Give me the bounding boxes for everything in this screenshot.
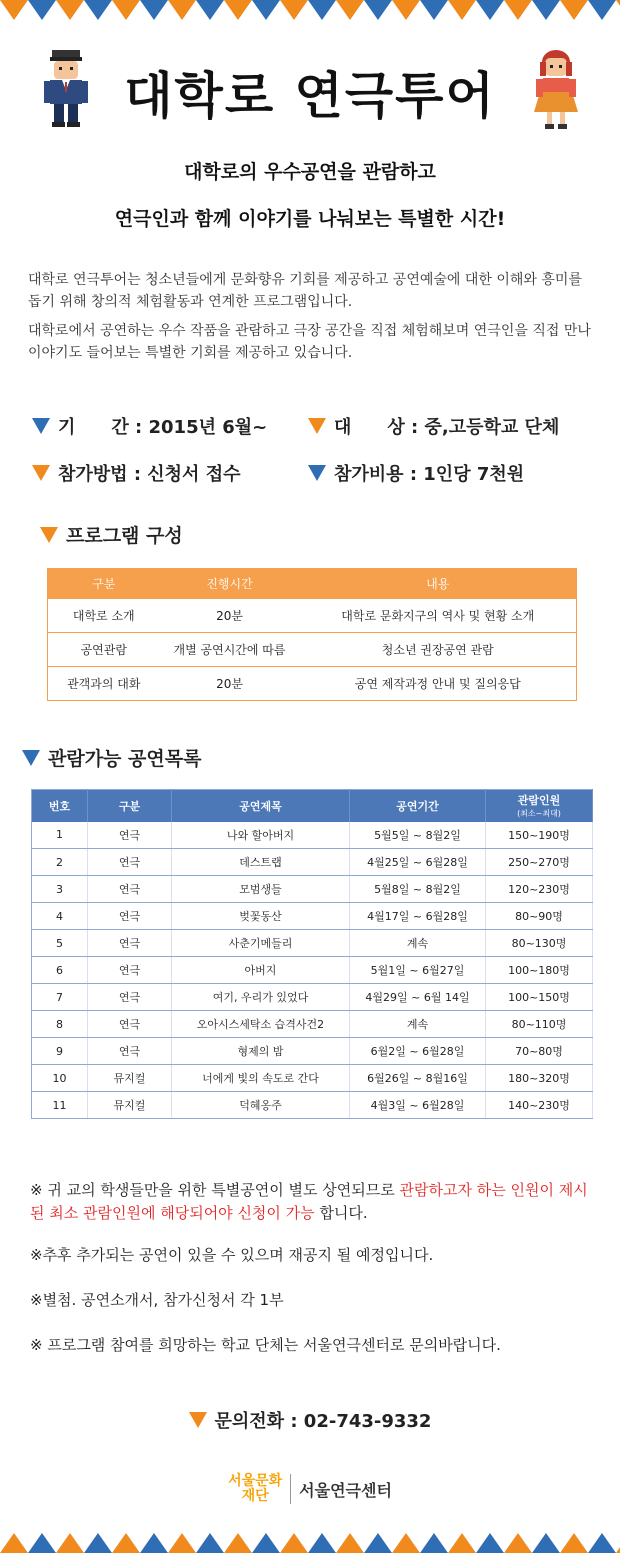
table-cell: 연극	[88, 849, 172, 876]
border-triangle	[532, 0, 560, 20]
program-section-title	[40, 521, 183, 548]
table-cell: 3	[32, 876, 88, 903]
border-triangle	[392, 0, 420, 20]
subtitle-line-2: 연극인과 함께 이야기를 나눠보는 특별한 시간!	[114, 208, 506, 230]
table-cell: 11	[32, 1092, 88, 1119]
table-cell: 10	[32, 1065, 88, 1092]
table-cell: 뮤지컬	[88, 1065, 172, 1092]
table-cell: 연극	[88, 957, 172, 984]
table-row	[32, 822, 593, 849]
table-cell: 대학로 소개	[48, 599, 160, 633]
border-triangle	[336, 0, 364, 20]
table-cell: 공연관람	[48, 633, 160, 667]
info-target-text: 대 상 : 중,고등학교 단체	[334, 417, 560, 438]
table-cell: 계속	[350, 930, 486, 957]
table-header-cell: 구분	[88, 790, 172, 822]
border-triangle	[112, 0, 140, 20]
triangle-bullet-icon	[22, 750, 40, 766]
footer-logo	[0, 1474, 620, 1504]
table-cell: 계속	[350, 1011, 486, 1038]
table-cell: 80~90명	[486, 903, 593, 930]
table-cell: 2	[32, 849, 88, 876]
note-3: ※별첨. 공연소개서, 참가신청서 각 1부	[30, 1291, 284, 1309]
triangle-bullet-icon	[308, 418, 326, 434]
table-cell: 모범생들	[172, 876, 350, 903]
border-triangle	[616, 1533, 620, 1553]
table-cell: 4월17일 ~ 6월28일	[350, 903, 486, 930]
table-row	[32, 876, 593, 903]
border-triangle	[196, 1533, 224, 1553]
info-target	[308, 413, 559, 439]
table-header-cell: 공연기간	[350, 790, 486, 822]
logo-mark-line-2: 재단	[241, 1488, 269, 1504]
table-cell: 5월5일 ~ 8월2일	[350, 822, 486, 849]
table-cell: 연극	[88, 930, 172, 957]
note-1-highlight: 관람하고자 하는 인원이 제시된 최소 관람인원에 해당되어야 신청이 가능	[30, 1181, 588, 1222]
info-method-text: 참가방법 : 신청서 접수	[58, 464, 241, 485]
border-triangle	[504, 1533, 532, 1553]
border-triangle	[616, 0, 620, 20]
border-triangle	[532, 1533, 560, 1553]
info-fee	[308, 460, 524, 486]
table-cell: 9	[32, 1038, 88, 1065]
border-triangle	[0, 1533, 28, 1553]
table-cell: 뮤지컬	[88, 1092, 172, 1119]
table-cell: 청소년 권장공연 관람	[300, 633, 577, 667]
triangle-bullet-icon	[32, 418, 50, 434]
female-character-icon	[528, 48, 584, 136]
table-row	[32, 1092, 593, 1119]
table-cell: 연극	[88, 903, 172, 930]
border-triangle	[252, 1533, 280, 1553]
border-triangle	[588, 1533, 616, 1553]
note-1-text: ※ 귀 교의 학생들만을 위한 특별공연이 별도 상연되므로	[30, 1181, 400, 1199]
border-triangle	[476, 1533, 504, 1553]
table-cell: 6	[32, 957, 88, 984]
shows-section-title-text: 관람가능 공연목록	[48, 748, 202, 770]
note-2: ※추후 추가되는 공연이 있을 수 있으며 재공지 될 예정입니다.	[30, 1246, 434, 1264]
border-triangle	[308, 0, 336, 20]
border-triangle	[308, 1533, 336, 1553]
table-cell: 연극	[88, 822, 172, 849]
border-triangle	[28, 0, 56, 20]
table-cell: 나와 할아버지	[172, 822, 350, 849]
header	[0, 48, 620, 138]
border-triangle	[504, 0, 532, 20]
border-triangle	[364, 1533, 392, 1553]
border-triangle	[56, 0, 84, 20]
triangle-bullet-icon	[189, 1412, 207, 1428]
table-cell: 80~130명	[486, 930, 593, 957]
contact-phone-text: 문의전화 : 02-743-9332	[214, 1411, 432, 1432]
table-cell: 연극	[88, 876, 172, 903]
table-row	[32, 903, 593, 930]
table-cell: 100~180명	[486, 957, 593, 984]
table-header-cell: 공연제목	[172, 790, 350, 822]
info-fee-text: 참가비용 : 1인당 7천원	[334, 464, 525, 485]
table-row	[48, 599, 577, 633]
border-triangle	[84, 1533, 112, 1553]
header-label: 관람인원	[517, 794, 561, 808]
border-triangle	[560, 0, 588, 20]
table-cell: 70~80명	[486, 1038, 593, 1065]
table-cell: 150~190명	[486, 822, 593, 849]
seoul-foundation-logo-icon	[228, 1474, 291, 1504]
border-triangle	[140, 0, 168, 20]
border-triangle	[0, 0, 28, 20]
border-triangle	[168, 1533, 196, 1553]
shows-table	[31, 789, 593, 1119]
table-cell: 대학로 문화지구의 역사 및 현황 소개	[300, 599, 577, 633]
table-header-row	[32, 790, 593, 822]
table-cell: 4월29일 ~ 6월 14일	[350, 984, 486, 1011]
table-header-cell	[486, 790, 593, 822]
page-title: 대학로 연극투어	[124, 67, 496, 125]
border-triangle	[420, 1533, 448, 1553]
shows-section-title	[22, 744, 201, 771]
info-period-text: 기 간 : 2015년 6월~	[58, 417, 268, 438]
border-triangle	[336, 1533, 364, 1553]
table-cell: 180~320명	[486, 1065, 593, 1092]
table-row	[32, 1038, 593, 1065]
logo-mark-line-1: 서울문화	[228, 1473, 283, 1489]
table-cell: 4	[32, 903, 88, 930]
table-cell: 6월2일 ~ 6월28일	[350, 1038, 486, 1065]
table-cell: 4월25일 ~ 6월28일	[350, 849, 486, 876]
contact-phone	[0, 1407, 620, 1433]
program-section-title-text: 프로그램 구성	[66, 525, 183, 547]
table-row	[32, 849, 593, 876]
border-triangle	[224, 0, 252, 20]
border-triangle	[280, 0, 308, 20]
border-triangle	[448, 1533, 476, 1553]
intro-paragraph-2: 대학로에서 공연하는 우수 작품을 관람하고 극장 공간을 직접 체험해보며 연극인을 직접 만나 이야기도 들어보는 특별한 기회를 제공하고 있습니다.	[28, 323, 591, 361]
border-triangle	[252, 0, 280, 20]
note-1-end: 합니다.	[314, 1204, 368, 1222]
table-header-cell: 진행시간	[160, 569, 300, 599]
program-table	[47, 568, 577, 701]
table-cell: 사춘기메들리	[172, 930, 350, 957]
info-period	[32, 413, 267, 439]
subtitle-line-1: 대학로의 우수공연을 관람하고	[184, 161, 436, 183]
table-cell: 80~110명	[486, 1011, 593, 1038]
table-cell: 20분	[160, 667, 300, 701]
table-cell: 8	[32, 1011, 88, 1038]
table-cell: 5월8일 ~ 8월2일	[350, 876, 486, 903]
table-cell: 120~230명	[486, 876, 593, 903]
table-cell: 1	[32, 822, 88, 849]
table-cell: 5	[32, 930, 88, 957]
table-row	[32, 984, 593, 1011]
table-header-row	[48, 569, 577, 599]
border-triangle	[560, 1533, 588, 1553]
top-triangle-border	[0, 0, 620, 22]
table-row	[32, 957, 593, 984]
table-cell: 5월1일 ~ 6월27일	[350, 957, 486, 984]
male-character-icon	[38, 48, 94, 132]
triangle-bullet-icon	[308, 465, 326, 481]
table-cell: 너에게 빛의 속도로 간다	[172, 1065, 350, 1092]
border-triangle	[196, 0, 224, 20]
table-header-cell: 번호	[32, 790, 88, 822]
border-triangle	[392, 1533, 420, 1553]
table-cell: 공연 제작과정 안내 및 질의응답	[300, 667, 577, 701]
info-method	[32, 460, 241, 486]
table-cell: 덕혜옹주	[172, 1092, 350, 1119]
table-row	[48, 633, 577, 667]
bottom-triangle-border	[0, 1531, 620, 1553]
triangle-bullet-icon	[40, 527, 58, 543]
border-triangle	[168, 0, 196, 20]
table-cell: 연극	[88, 1011, 172, 1038]
intro-paragraph-1: 대학로 연극투어는 청소년들에게 문화향유 기회를 제공하고 공연예술에 대한 이해와 흥미를 돕기 위해 창의적 체험활동과 연계한 프로그램입니다.	[28, 272, 582, 310]
table-header-cell: 구분	[48, 569, 160, 599]
table-row	[32, 1011, 593, 1038]
border-triangle	[420, 0, 448, 20]
header-note: (최소~최대)	[517, 809, 561, 819]
table-cell: 140~230명	[486, 1092, 593, 1119]
border-triangle	[140, 1533, 168, 1553]
table-cell: 250~270명	[486, 849, 593, 876]
table-row	[32, 930, 593, 957]
border-triangle	[448, 0, 476, 20]
table-cell: 개별 공연시간에 따름	[160, 633, 300, 667]
table-cell: 4월3일 ~ 6월28일	[350, 1092, 486, 1119]
table-cell: 아버지	[172, 957, 350, 984]
border-triangle	[112, 1533, 140, 1553]
table-cell: 7	[32, 984, 88, 1011]
table-cell: 여기, 우리가 있었다	[172, 984, 350, 1011]
table-cell: 오아시스세탁소 습격사건2	[172, 1011, 350, 1038]
logo-name: 서울연극센터	[299, 1480, 392, 1500]
table-header-cell: 내용	[300, 569, 577, 599]
table-row	[32, 1065, 593, 1092]
table-cell: 6월26일 ~ 8월16일	[350, 1065, 486, 1092]
border-triangle	[364, 0, 392, 20]
border-triangle	[224, 1533, 252, 1553]
table-cell: 벚꽃동산	[172, 903, 350, 930]
note-4: ※ 프로그램 참여를 희망하는 학교 단체는 서울연극센터로 문의바랍니다.	[30, 1336, 501, 1354]
table-row	[48, 667, 577, 701]
table-cell: 관객과의 대화	[48, 667, 160, 701]
border-triangle	[84, 0, 112, 20]
table-cell: 연극	[88, 984, 172, 1011]
table-cell: 형제의 밤	[172, 1038, 350, 1065]
triangle-bullet-icon	[32, 465, 50, 481]
border-triangle	[280, 1533, 308, 1553]
table-cell: 20분	[160, 599, 300, 633]
table-cell: 연극	[88, 1038, 172, 1065]
border-triangle	[28, 1533, 56, 1553]
table-cell: 100~150명	[486, 984, 593, 1011]
border-triangle	[56, 1533, 84, 1553]
border-triangle	[588, 0, 616, 20]
table-cell: 데스트랩	[172, 849, 350, 876]
border-triangle	[476, 0, 504, 20]
note-1	[30, 1179, 600, 1225]
